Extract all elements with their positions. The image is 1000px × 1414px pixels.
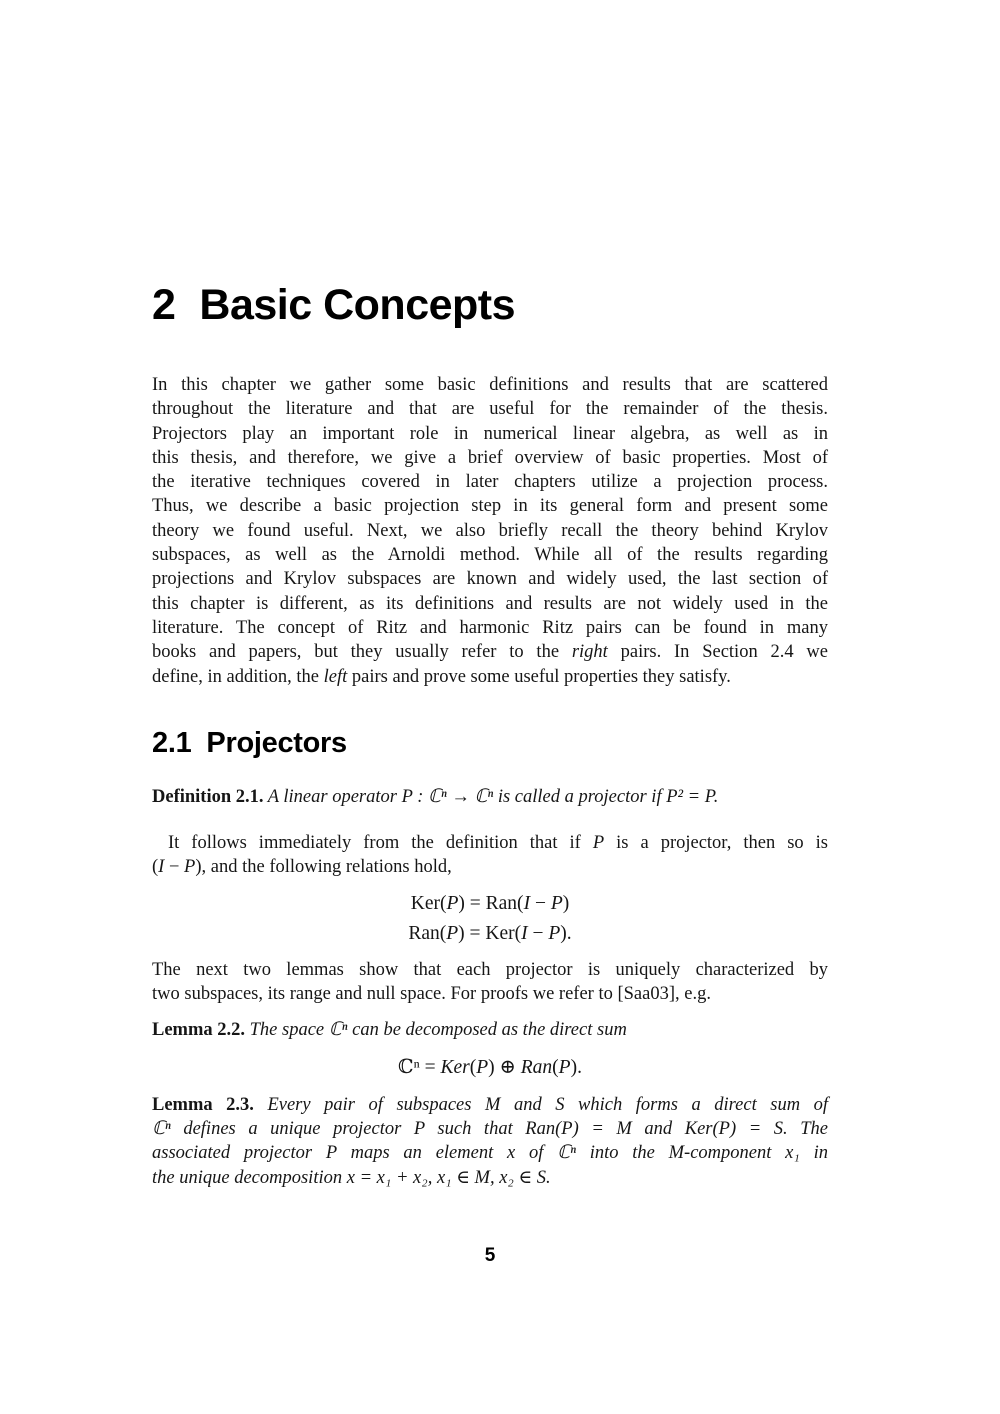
text-segment: Every pair of subspaces M and S which forms a direct sum of <box>253 1094 828 1115</box>
text-segment: The next two lemmas show that each projector is uniquely characterized by <box>152 959 828 980</box>
text-segment: Ker <box>440 1056 470 1078</box>
text-line <box>152 889 828 919</box>
text-segment: throughout the literature and that are useful for the remainder of the thesis. <box>152 399 828 420</box>
text-segment: is a projector, then so is <box>604 833 828 854</box>
intro-paragraph <box>152 373 828 689</box>
text-segment: − <box>530 892 551 914</box>
text-segment: ) = Ker( <box>458 922 522 944</box>
text-segment: ℂⁿ = <box>398 1056 441 1078</box>
text-segment: I <box>521 922 528 944</box>
text-segment: theory we found useful. Next, we also briefly recall the theory behind Krylov <box>152 520 828 541</box>
text-segment: Ker( <box>410 892 447 914</box>
chapter-title: Basic Concepts <box>199 281 516 329</box>
text-line <box>152 616 828 640</box>
text-segment: books and papers, but they usually refer to the <box>152 642 572 663</box>
page-number: 5 <box>484 1245 496 1266</box>
text-segment: P <box>401 786 413 807</box>
chapter-heading <box>152 282 828 329</box>
text-segment: P <box>548 922 561 944</box>
text-line <box>152 567 828 591</box>
direct-sum-equation <box>152 1053 828 1083</box>
text-line <box>152 1053 828 1083</box>
text-line <box>152 1117 828 1141</box>
text-line <box>152 494 828 518</box>
section-title: Projectors <box>206 726 347 759</box>
text-line <box>152 373 828 397</box>
chapter-number: 2 <box>152 281 176 329</box>
projector-relations-equations <box>152 889 828 949</box>
text-segment: It follows immediately from the definition that if <box>168 833 593 854</box>
text-line <box>152 1093 828 1117</box>
text-segment: ( <box>552 1056 559 1078</box>
text-segment: ). <box>570 1056 582 1078</box>
text-segment: this thesis, and therefore, we give a brief overview of basic properties. Most of <box>152 447 828 468</box>
text-segment: ℂⁿ defines a unique projector P such that Ran(P) = M and Ker(P) = S. The <box>152 1118 828 1139</box>
text-segment: two subspaces, its range and null space. For proofs we refer to [Saa03], e.g. <box>152 984 711 1005</box>
lemma-2-2 <box>152 1018 828 1042</box>
text-segment: P <box>446 922 459 944</box>
text-segment: pairs and prove some useful properties they satisfy. <box>347 666 731 687</box>
text-segment: − <box>527 922 549 944</box>
text-segment: : ℂⁿ → ℂⁿ <box>412 786 498 807</box>
text-segment: pairs. In Section 2.4 we <box>607 642 828 663</box>
text-segment: right <box>571 642 608 663</box>
text-segment: the unique decomposition x = x₁ + x₂, x₁ ∈ M, x₂ ∈ S. <box>152 1167 551 1188</box>
text-line <box>152 982 828 1006</box>
text-line <box>152 592 828 616</box>
text-line <box>152 919 828 949</box>
text-line <box>152 397 828 421</box>
text-segment: In this chapter we gather some basic definitions and results that are scattered <box>152 375 828 395</box>
text-segment: I <box>523 892 531 914</box>
text-line <box>152 958 828 982</box>
text-segment: the iterative techniques covered in later chapters utilize a projection process. <box>152 472 828 493</box>
section-number: 2.1 <box>152 726 192 759</box>
text-segment: P <box>550 892 563 914</box>
text-segment: − <box>164 857 185 878</box>
lemmas-intro-paragraph <box>152 958 828 1007</box>
text-line <box>152 1141 828 1165</box>
text-segment: associated projector P maps an element x of ℂⁿ into the M-component x₁ in <box>152 1143 828 1164</box>
text-line <box>152 1018 828 1042</box>
lemma-2-3 <box>152 1093 828 1190</box>
text-line <box>152 785 828 809</box>
text-segment: ) = Ran( <box>458 892 524 914</box>
text-segment: ) <box>562 892 570 914</box>
text-segment: P <box>592 833 605 854</box>
text-segment: Lemma 2.3. <box>152 1094 254 1115</box>
text-line <box>152 831 828 855</box>
text-segment: P <box>184 857 196 878</box>
text-segment: this chapter is different, as its definitions and results are not widely used in the <box>152 593 828 614</box>
text-segment: P <box>476 1056 489 1078</box>
text-line <box>152 665 828 689</box>
text-line <box>152 470 828 494</box>
text-line <box>152 1166 828 1190</box>
text-segment: subspaces, as well as the Arnoldi method. While all of the results regarding <box>152 545 828 566</box>
text-segment: Ran( <box>408 922 447 944</box>
text-segment: Definition 2.1. <box>152 786 264 807</box>
text-segment: Lemma 2.2. <box>152 1020 245 1041</box>
text-line <box>152 640 828 664</box>
text-segment: Ran <box>520 1056 553 1078</box>
text-segment: literature. The concept of Ritz and harmonic Ritz pairs can be found in many <box>152 617 828 638</box>
text-segment: A linear operator <box>263 786 402 807</box>
text-segment: Projectors play an important role in numerical linear algebra, as well as in <box>152 423 828 444</box>
text-line <box>152 446 828 470</box>
text-segment: is called a projector if P² = P. <box>497 786 719 807</box>
text-line <box>152 519 828 543</box>
text-line <box>152 422 828 446</box>
text-segment: left <box>323 666 348 687</box>
text-segment: define, in addition, the <box>152 666 324 687</box>
follows-paragraph <box>152 831 828 880</box>
text-segment: ). <box>560 922 572 944</box>
text-segment: I <box>158 857 165 878</box>
text-segment: P <box>558 1056 571 1078</box>
text-segment: projections and Krylov subspaces are known and widely used, the last section of <box>152 569 828 590</box>
text-line <box>152 543 828 567</box>
text-segment: ( <box>152 857 159 878</box>
section-heading-projectors <box>152 727 828 759</box>
text-segment: ( <box>469 1056 477 1078</box>
text-segment: Thus, we describe a basic projection step in its general form and present some <box>152 496 828 517</box>
text-line <box>152 855 828 879</box>
text-segment: ) ⊕ <box>488 1056 521 1078</box>
text-segment: P <box>446 892 459 914</box>
definition-2-1 <box>152 785 828 809</box>
text-segment: The space ℂⁿ can be decomposed as the direct sum <box>245 1020 627 1041</box>
text-segment: ), and the following relations hold, <box>195 857 452 878</box>
